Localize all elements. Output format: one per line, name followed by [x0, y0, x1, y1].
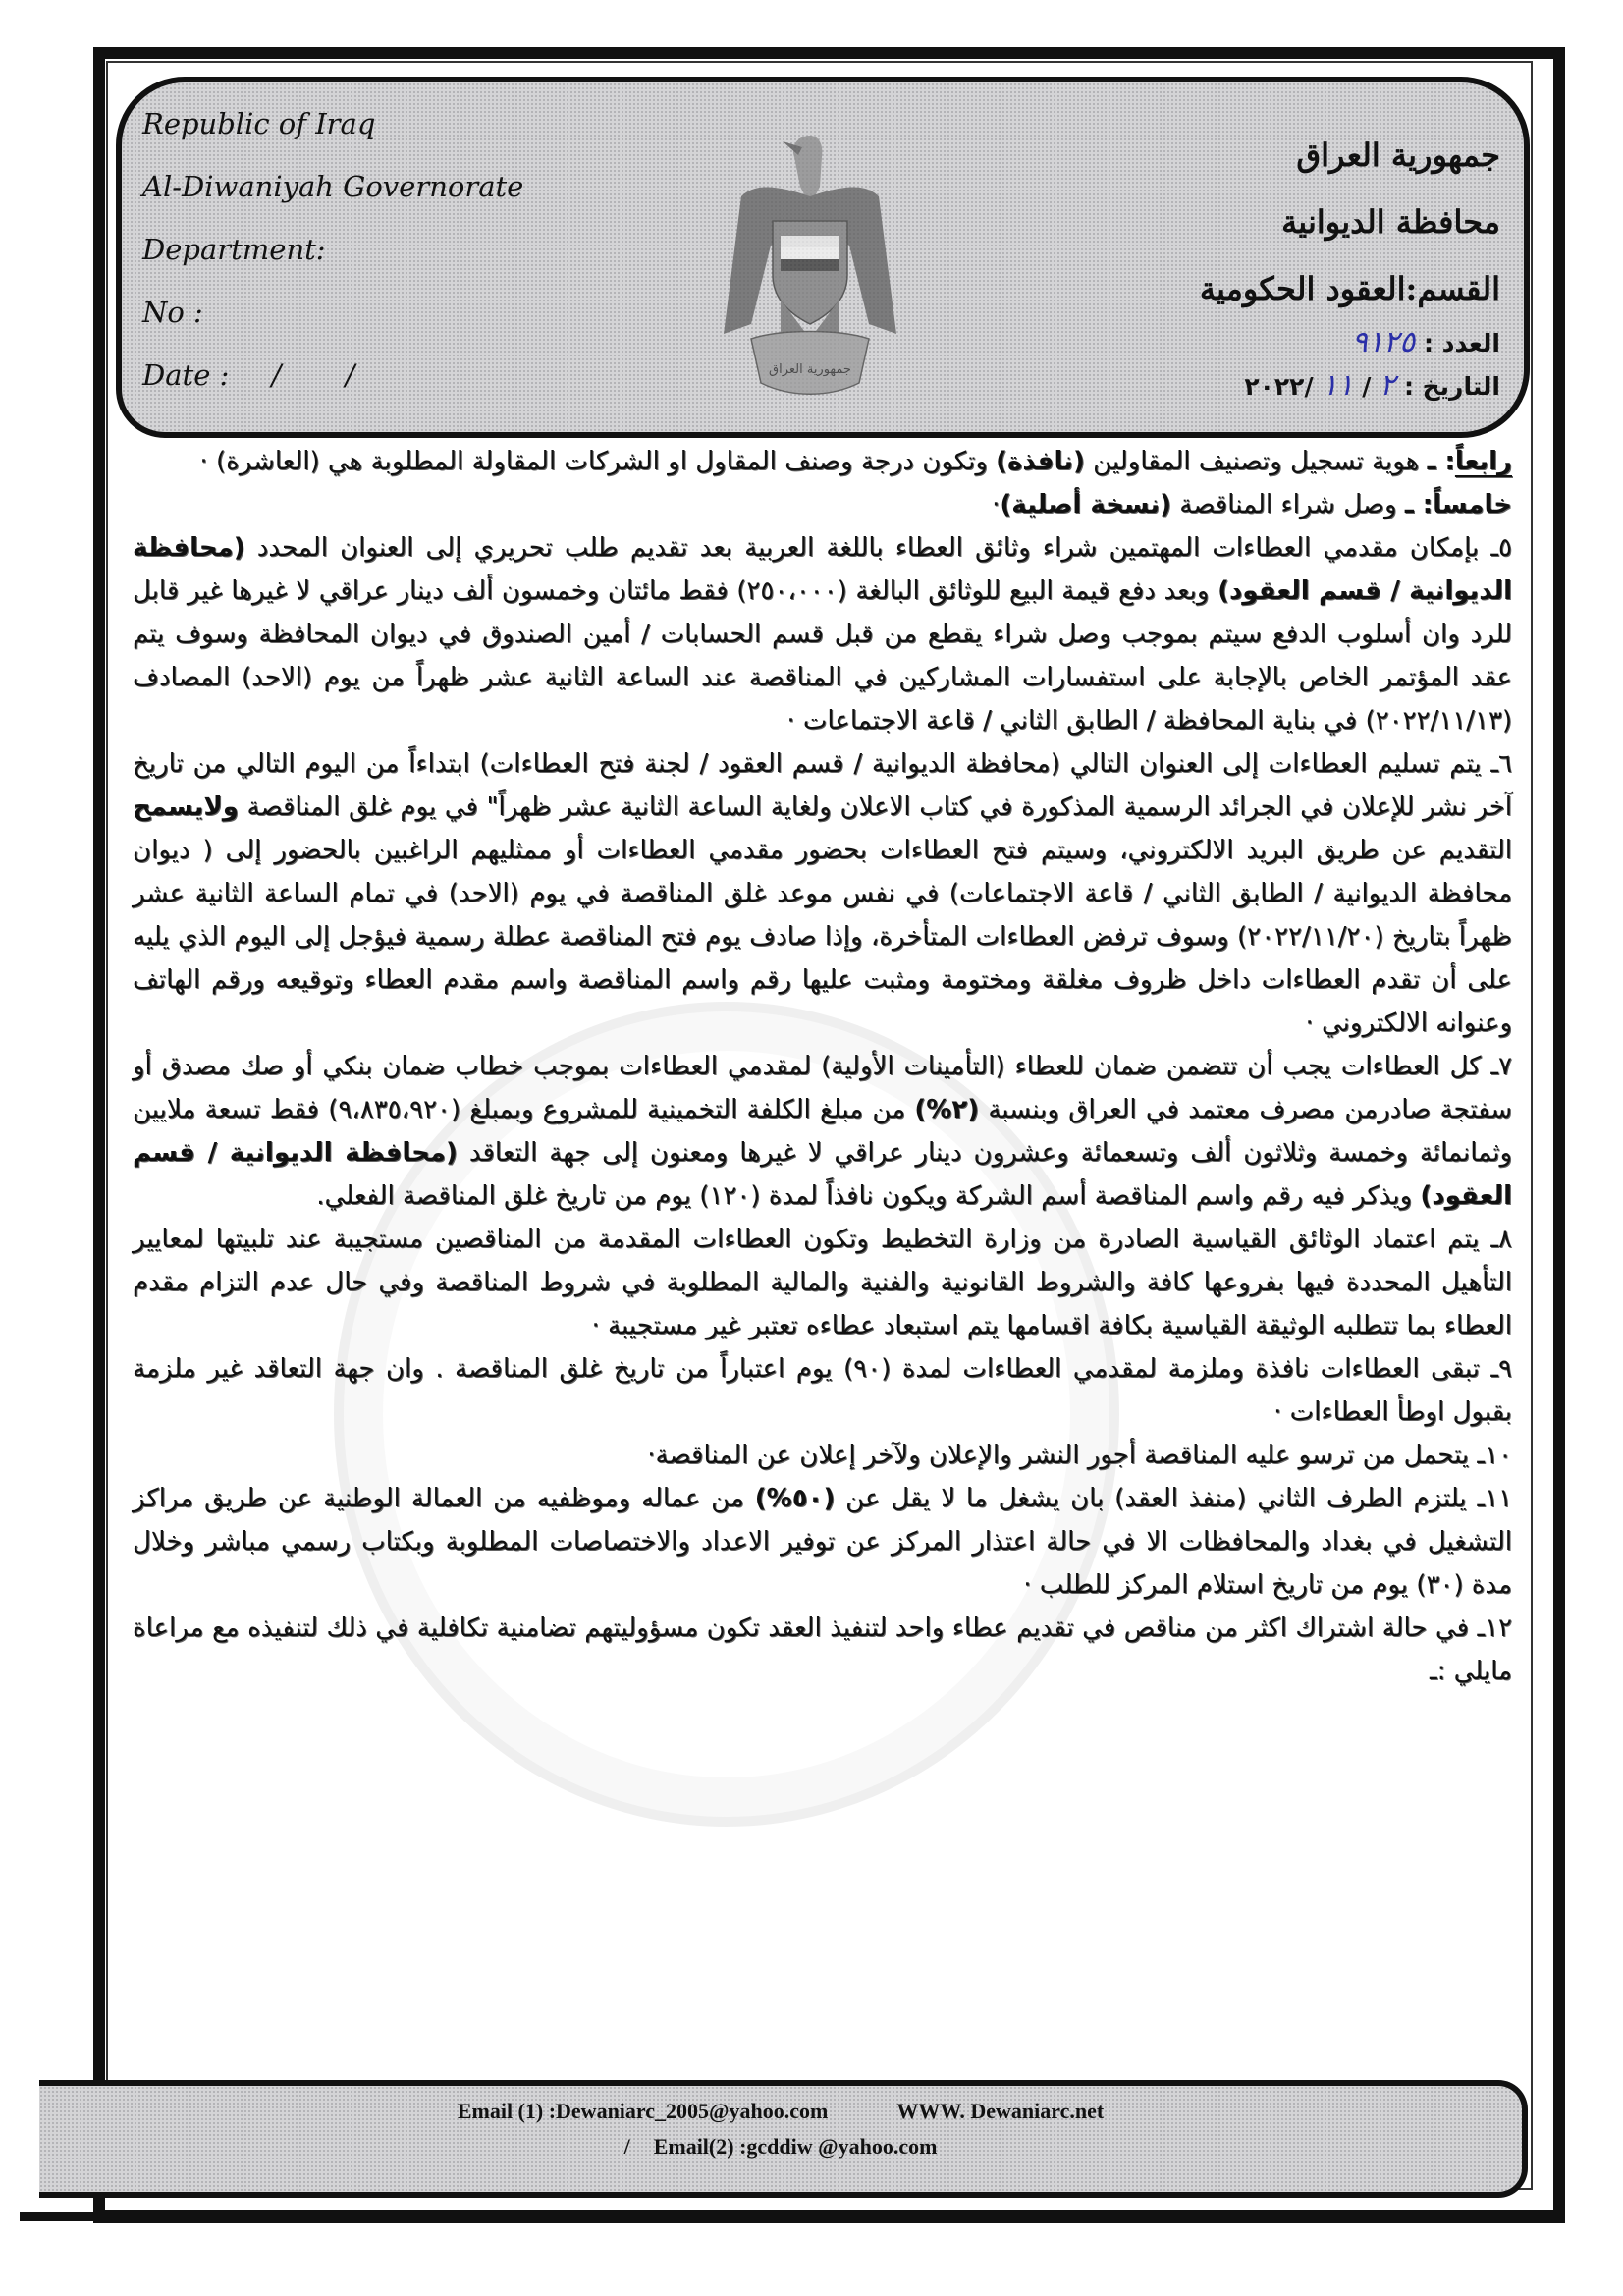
clause-7-bold-2: (محافظة الديوانية / قسم العقود)	[133, 1138, 1512, 1211]
clause-9	[133, 1347, 1512, 1434]
clause-10-text-1: ١٠ـ يتحمل من ترسو عليه المناقصة أجور النشر والإعلان ولآخر إعلان عن المناقصة·	[647, 1441, 1512, 1470]
section-fourth-bold-1: (نافذة)	[996, 447, 1085, 476]
clause-10	[133, 1434, 1512, 1477]
clause-7-bold-1: (٢%)	[914, 1095, 980, 1124]
header-ar-number-value: ٩١٢٥	[1351, 325, 1416, 359]
clause-12-text-1: ١٢ـ في حالة اشتراك اكثر من مناقص في تقديم عطاء واحد لتنفيذ العقد تكون مسؤوليتهم تضامنية تكافلية في ذلك لتنفيذه مع مراعاة مايلي :ـ	[133, 1613, 1512, 1686]
section-fifth-heading-tail: : ـ	[1404, 490, 1434, 519]
clause-8	[133, 1218, 1512, 1347]
clause-12	[133, 1607, 1512, 1693]
clause-11-bold-1: (٥٠%)	[754, 1484, 836, 1513]
header-ar-date-label: التاريخ :	[1403, 372, 1500, 401]
clause-9-text-1: ٩ـ تبقى العطاءات نافذة وملزمة لمقدمي العطاءات لمدة (٩٠) يوم اعتباراً من تاريخ غلق المناقصة . وان جهة التعاقد غير ملزمة بقبول اوطأ العطاءات ·	[133, 1354, 1512, 1427]
document-body	[133, 440, 1512, 1693]
clause-5-bold-1: (محافظة الديوانية / قسم العقود)	[133, 533, 1512, 606]
header-en-date-blank: / /	[271, 358, 383, 392]
header-ar-date-day: ٢	[1380, 368, 1396, 403]
header-en-department: Department:	[142, 233, 326, 266]
section-fifth-text-2: ·	[992, 490, 1001, 519]
clause-7	[133, 1045, 1512, 1218]
section-fourth-text-2: وتكون درجة وصنف المقاول او الشركات المقاولة المطلوبة هي (العاشرة) ·	[199, 447, 997, 476]
header-en-number: No :	[142, 296, 203, 329]
header-ar-governorate: محافظة الديوانية	[1281, 203, 1500, 241]
header-en-date-label: Date :	[142, 358, 230, 392]
clause-6-bold-1: ولايسمح	[133, 793, 239, 822]
header-en-country: Republic of Iraq	[142, 107, 376, 140]
header-ar-department: القسم:العقود الحكومية	[1199, 270, 1500, 307]
header-ar-date	[1244, 369, 1500, 404]
header-ar-number	[1352, 326, 1500, 360]
header-ar-date-year: /٢٠٢٢	[1244, 372, 1314, 401]
footer-email-1[interactable]: Email (1) :Dewaniarc_2005@yahoo.com	[457, 2099, 829, 2123]
header-ar-country: جمهورية العراق	[1296, 137, 1500, 174]
section-fifth-text-1: وصل شراء المناقصة	[1171, 490, 1405, 519]
footer-rule	[20, 2212, 1532, 2221]
clause-6-text-2: التقديم عن طريق البريد الالكتروني، وسيتم فتح العطاءات بحضور مقدمي العطاءات أو ممثليهم الراغبين بالحضور إلى ( ديوان محافظة الديوانية / الطابق الثاني / قاعة الاجتماعات) في نفس موعد غلق المناقصة في يوم (الاحد) في تمام الساعة الثانية عشر ظهراً بتاريخ (٢٠٢٢/١١/٢٠) وسوف ترفض العطاءات المتأخرة، وإذا صادف يوم فتح المناقصة عطلة رسمية فيؤجل إلى اليوم الذي يليه على أن تقدم العطاءات داخل ظروف مغلقة ومختومة ومثبت عليها رقم واسم المناقصة واسم مقدم العطاء وتوقيعه ورقم الهاتف وعنوانه الالكتروني ·	[133, 836, 1512, 1038]
section-fourth-heading-tail: : ـ	[1427, 447, 1455, 476]
header-ar-date-month: ١١	[1322, 368, 1354, 403]
clause-8-text-1: ٨ـ يتم اعتماد الوثائق القياسية الصادرة من وزارة التخطيط وتكون العطاءات المقدمة من المناقصين مستجيبة عند تلبيتها لمعايير التأهيل المحددة فيها بفروعها كافة والشروط القانونية والفنية والمالية المطلوبة في شروط المناقصة وفي حال عدم التزام مقدم العطاء بما تتطلبه الوثيقة القياسية بكافة اقسامها يتم استبعاد عطاءه تعتبر غير مستجيبة ·	[133, 1225, 1512, 1340]
clause-7-text-2: من مبلغ الكلفة التخمينية للمشروع وبمبلغ (٩،٨٣٥،٩٢٠) فقط تسعة ملايين وثمانمائة وخمسة وثلاثون ألف وتسعمائة وعشرون دينار عراقي لا غيرها ومعنون إلى جهة التعاقد	[133, 1095, 1513, 1168]
clause-11-text-1: ١١ـ يلتزم الطرف الثاني (منفذ العقد) بان يشغل ما لا يقل عن	[835, 1484, 1512, 1513]
section-fourth	[133, 440, 1512, 483]
clause-6	[133, 742, 1512, 1045]
clause-5	[133, 526, 1512, 742]
clause-11-text-2: من عماله وموظفيه من العمالة الوطنية عن طريق مراكز التشغيل في بغداد والمحافظات الا في حالة اعتذار المركز عن توفير الاعداد والاختصاصات المطلوبة وبكتاب رسمي مباشر وخلال مدة (٣٠) يوم من تاريخ استلام المركز للطلب ·	[133, 1484, 1512, 1600]
section-fourth-text-1: هوية تسجيل وتصنيف المقاولين	[1084, 447, 1428, 476]
header-en-governorate: Al-Diwaniyah Governorate	[142, 170, 524, 203]
footer-row-2	[39, 2133, 1522, 2160]
section-fourth-heading: رابعاً	[1454, 447, 1512, 476]
iraq-coat-of-arms-eagle-icon	[712, 128, 908, 403]
clause-5-text-2: وبعد دفع قيمة البيع للوثائق البالغة (٢٥٠،٠٠٠) فقط مائتان وخمسون ألف دينار عراقي لا غيرها غير قابل للرد وان أسلوب الدفع سيتم بموجب وصل شراء يقطع من قبل قسم الحسابات / أمين الصندوق في ديوان المحافظة وسوف يتم عقد المؤتمر الخاص بالإجابة على استفسارات المشاركين في المناقصة عند الساعة الثانية عشر ظهراً من يوم (الاحد) المصادف (٢٠٢٢/١١/١٣) في بناية المحافظة / الطابق الثاني / قاعة الاجتماعات ·	[133, 576, 1512, 736]
header-ar-number-label: العدد :	[1423, 329, 1500, 357]
footer-website[interactable]: WWW. Dewaniarc.net	[896, 2099, 1105, 2123]
header-en-date	[142, 357, 382, 393]
footer-separator: /	[623, 2134, 630, 2159]
clause-6-text-1: ٦ـ يتم تسليم العطاءات إلى العنوان التالي (محافظة الديوانية / قسم العقود / لجنة فتح العطاءات) ابتداءاً من اليوم التالي من تاريخ آخر نشر للإعلان في الجرائد الرسمية المذكورة في كتاب الاعلان ولغاية الساعة الثانية عشر ظهراً" في يوم غلق المناقصة	[133, 749, 1512, 822]
header-ar-date-sep: /	[1362, 372, 1372, 401]
footer-row-1	[39, 2098, 1522, 2125]
section-fifth-bold-1: (نسخة أصلية)	[1000, 490, 1171, 519]
clause-5-text-1: ٥ـ بإمكان مقدمي العطاءات المهتمين شراء وثائق العطاء باللغة العربية بعد تقديم طلب تحريري إلى العنوان المحدد	[244, 533, 1512, 563]
section-fifth	[133, 483, 1512, 526]
footer-email-2[interactable]: Email(2) :gcddiw @yahoo.com	[653, 2134, 938, 2159]
clause-11	[133, 1477, 1512, 1607]
clause-7-text-1: ٧ـ كل العطاءات يجب أن تتضمن ضمان للعطاء (التأمينات الأولية) لمقدمي العطاءات بموجب خطاب ضمان بنكي أو صك مصدق أو سفتجة صادرمن مصرف معتمد في العراق وبنسبة	[133, 1052, 1513, 1124]
clause-7-text-3: ويذكر فيه رقم واسم المناقصة أسم الشركة ويكون نافذاً لمدة (١٢٠) يوم من تاريخ غلق المناقصة الفعلي.	[316, 1181, 1421, 1211]
emblem-caption: جمهورية العراق	[769, 362, 851, 377]
section-fifth-heading: خامساً	[1433, 490, 1512, 519]
